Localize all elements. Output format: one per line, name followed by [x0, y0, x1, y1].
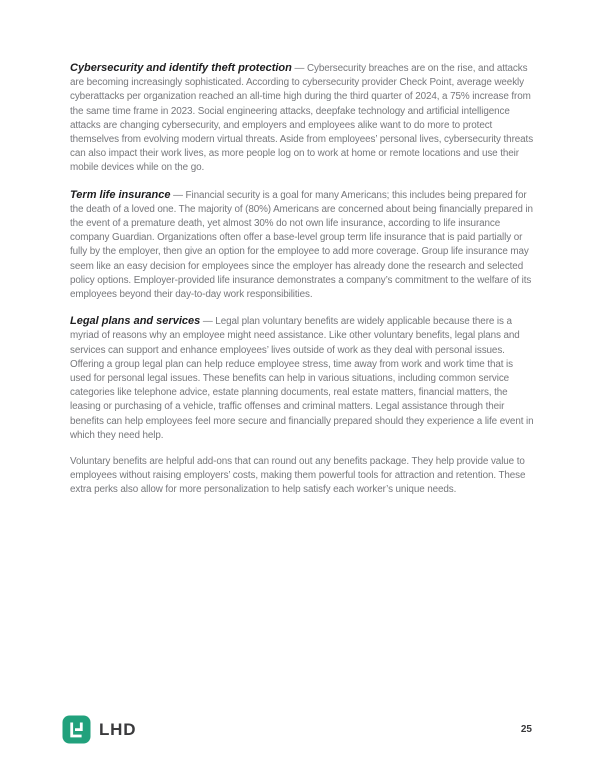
- page-body: [70, 61, 534, 510]
- page-footer: [0, 716, 600, 776]
- lhd-logo-text: LHD: [99, 719, 137, 739]
- paragraph: [70, 61, 534, 176]
- paragraph-body: — Financial security is a goal for many Americans; this includes being prepared for the death of a loved one. The majority of (80%) Americans are concerned about being financially prepared in the event of a premature death, yet almost 30% do not own life insurance, according to life insurance company Guardian. Organizations often offer a base-level group term life insurance that is paid partially or fully by the employer, then give an option for the employee to add more coverage. Group life insurance may seem like an easy decision for employees since the employer has already done the research and selected policy options. Employer-provided life insurance demonstrates a company’s commitment to the welfare of its employees beyond their day-to-day work responsibilities.: [70, 189, 533, 301]
- paragraph: [70, 188, 534, 303]
- paragraph: [70, 314, 534, 443]
- paragraph-heading: Term life insurance: [70, 188, 171, 201]
- lhd-logo: [62, 715, 136, 744]
- paragraph-heading: Cybersecurity and identify theft protection: [70, 62, 292, 74]
- paragraph-body: — Cybersecurity breaches are on the rise, and attacks are becoming increasingly sophisticated. According to cybersecurity provider Check Point, average weekly cyberattacks per organization reached an all-time high during the third quarter of 2024, a 75% increase from the same time frame in 2023. Social engineering attacks, deepfake technology and artificial intelligence attacks are changing cybersecurity, and employers and employees alike want to do more to protect themselves from evolving modern virtual threats. Aside from employees’ personal lives, cybersecurity threats can also impact their work lives, as more people log on to work at home or remote locations and use their mobile devices while on the go.: [70, 63, 534, 174]
- paragraph-body: — Legal plan voluntary benefits are widely applicable because there is a myriad of reasons why an employee might need assistance. Like other voluntary benefits, legal plans and services can support and enhance employees’ lives outside of work as they deal with personal issues. Offering a group legal plan can help reduce employee stress, time away from work and work time that is used for personal legal issues. These benefits can help in various situations, including common service categories like telephone advice, estate planning documents, real estate matters, financial matters, the leasing or purchasing of a vehicle, traffic offenses and criminal matters. Legal assistance through their benefits can help employees feel more secure and financially prepared should they experience a life event in which they need help.: [70, 316, 534, 441]
- paragraph: [70, 455, 534, 498]
- lhd-logo-icon: [62, 715, 91, 744]
- paragraph-body: Voluntary benefits are helpful add-ons that can round out any benefits package. They help provide value to employees without raising employers’ costs, making them powerful tools for attraction and retention. These extra perks also allow for more personalization to help satisfy each worker’s unique needs.: [70, 456, 526, 496]
- paragraph-heading: Legal plans and services: [70, 315, 201, 328]
- page-number: 25: [520, 724, 532, 735]
